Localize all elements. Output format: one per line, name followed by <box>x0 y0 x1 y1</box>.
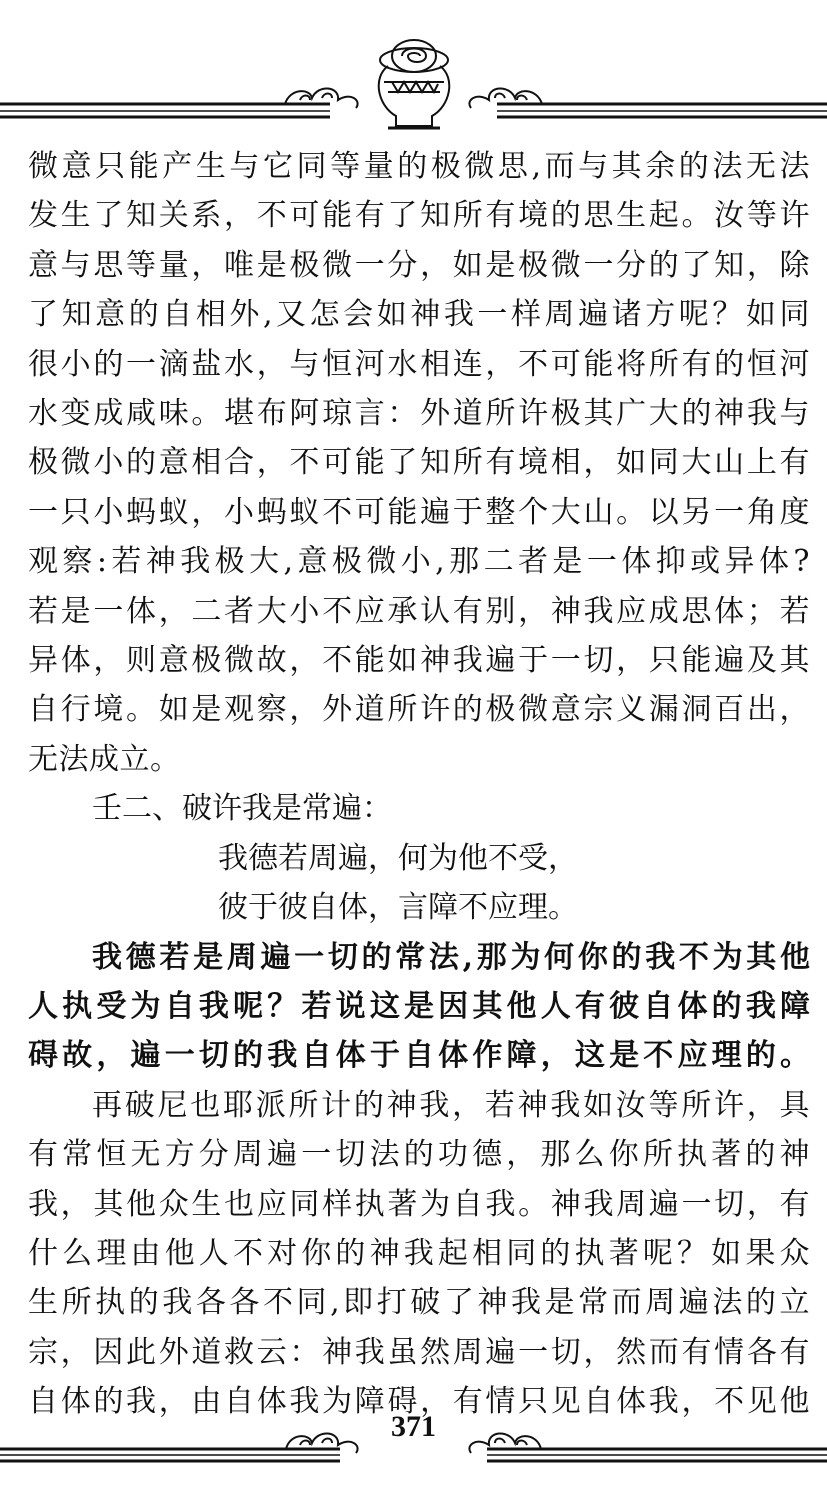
bold-commentary <box>28 933 810 1081</box>
text-line: 了知意的自相外,又怎会如神我一样周遍诸方呢？如同 <box>28 297 810 333</box>
bold-line: 碍故，遍一切的我自体于自体作障，这是不应理的。 <box>28 1038 810 1074</box>
text-line: 什么理由他人不对你的神我起相同的执著呢？如果众 <box>28 1235 810 1271</box>
text-line: 异体，则意极微故，不能如神我遍于一切，只能遍及其 <box>28 643 810 679</box>
bold-line: 人执受为自我呢？若说这是因其他人有彼自体的我障 <box>28 988 810 1024</box>
verse-line: 彼于彼自体，言障不应理。 <box>218 890 578 926</box>
text-line: 无法成立。 <box>28 741 181 777</box>
text-line: 很小的一滴盐水，与恒河水相连，不可能将所有的恒河 <box>28 346 810 382</box>
text-line: 有常恒无方分周遍一切法的功德，那么你所执著的神 <box>28 1137 810 1173</box>
verse-block <box>28 834 810 933</box>
header-ornament <box>0 0 827 140</box>
section-heading: 壬二、破许我是常遍： <box>92 791 392 827</box>
text-line: 一只小蚂蚁，小蚂蚁不可能遍于整个大山。以另一角度 <box>28 494 810 530</box>
text-line: 我，其他众生也应同样执著为自我。神我周遍一切，有 <box>28 1186 810 1222</box>
verse-line: 我德若周遍，何为他不受， <box>218 840 578 876</box>
text-line: 自行境。如是观察，外道所许的极微意宗义漏洞百出， <box>28 692 810 728</box>
bold-line: 我德若是周遍一切的常法,那为何你的我不为其他 <box>92 939 810 975</box>
text-line: 意与思等量，唯是极微一分，如是极微一分的了知，除 <box>28 247 810 283</box>
text-line: 观察:若神我极大,意极微小,那二者是一体抑或异体? <box>28 544 810 580</box>
text-line: 极微小的意相合，不可能了知所有境相，如同大山上有 <box>28 445 810 481</box>
body-paragraph-1 <box>28 142 810 784</box>
text-line: 再破尼也耶派所计的神我，若神我如汝等所许，具 <box>92 1087 810 1123</box>
text-line: 发生了知关系，不可能有了知所有境的思生起。汝等许 <box>28 198 810 234</box>
page-number: 371 <box>391 1410 436 1443</box>
text-line: 宗，因此外道救云：神我虽然周遍一切，然而有情各有 <box>28 1334 810 1370</box>
text-line: 生所执的我各各不同,即打破了神我是常而周遍法的立 <box>28 1285 810 1321</box>
text-line: 若是一体，二者大小不应承认有别，神我应成思体；若 <box>28 593 810 629</box>
text-line: 水变成咸味。堪布阿琼言：外道所许极其广大的神我与 <box>28 396 810 432</box>
text-line: 自体的我，由自体我为障碍，有情只见自体我，不见他 <box>28 1384 810 1420</box>
body-paragraph-2 <box>28 1081 810 1427</box>
page-content <box>28 142 810 1427</box>
text-line: 微意只能产生与它同等量的极微思,而与其余的法无法 <box>28 149 810 184</box>
